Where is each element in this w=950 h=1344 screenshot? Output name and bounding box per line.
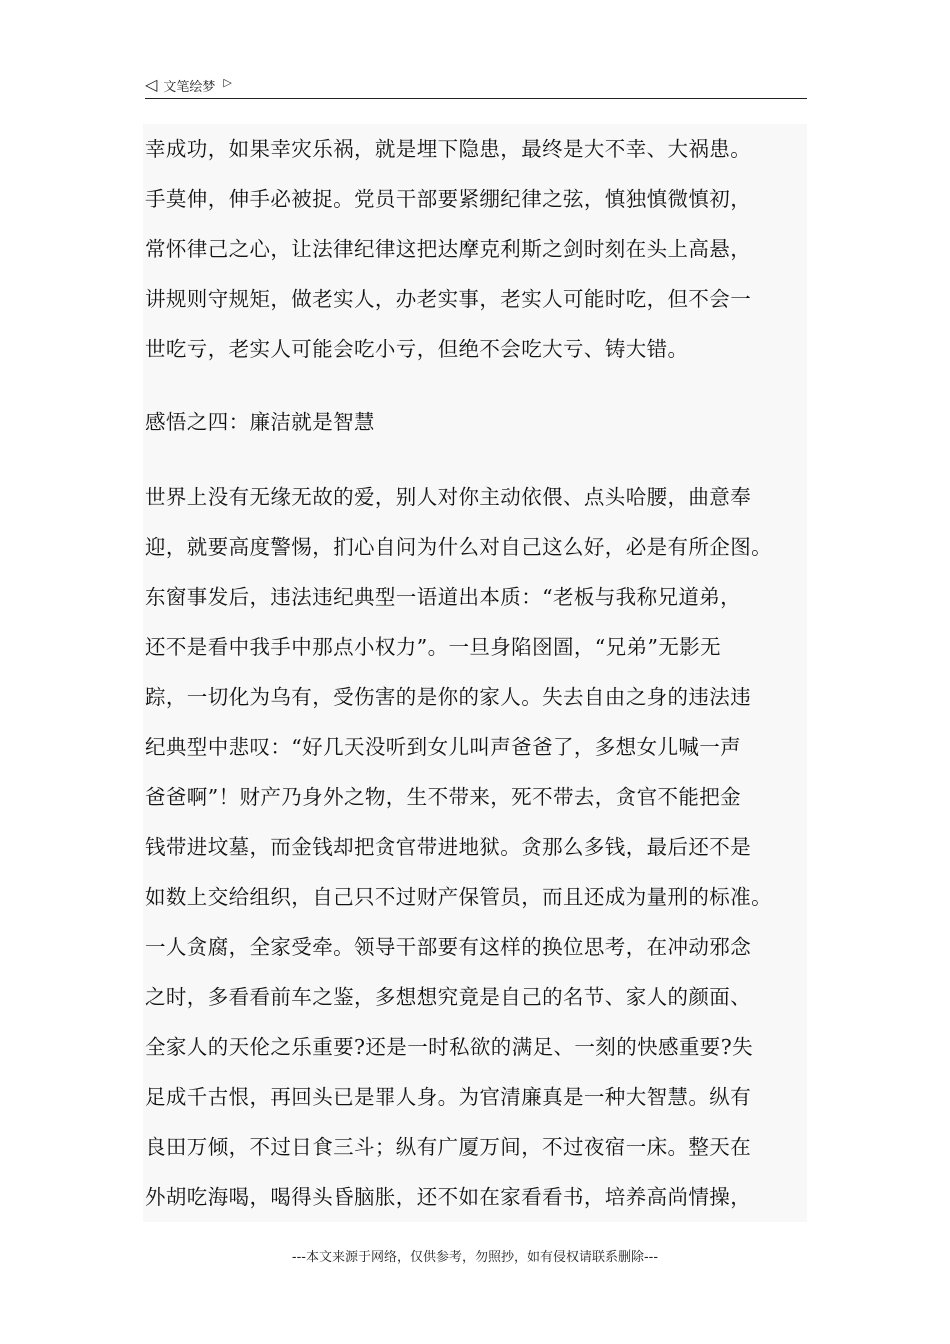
body-line: 爸爸啊”！财产乃身外之物，生不带来，死不带去，贪官不能把金 — [145, 785, 742, 809]
body-line: 踪，一切化为乌有，受伤害的是你的家人。失去自由之身的违法违 — [145, 685, 752, 709]
body-line: 幸成功，如果幸灾乐祸，就是埋下隐患，最终是大不幸、大祸患。 — [145, 137, 752, 161]
body-line: 迎，就要高度警惕，扪心自问为什么对自己这么好，必是有所企图。 — [145, 535, 772, 559]
body-line: 世吃亏，老实人可能会吃小亏，但绝不会吃大亏、铸大错。 — [145, 337, 689, 361]
right-triangle-icon: ▷ — [223, 75, 232, 89]
page-header — [145, 72, 807, 99]
body-line: 良田万倾，不过日食三斗；纵有广厦万间，不过夜宿一床。整天在 — [145, 1135, 752, 1159]
body-line: 世界上没有无缘无故的爱，别人对你主动依偎、点头哈腰，曲意奉 — [145, 485, 752, 509]
body-line: 纪典型中悲叹：“好几天没听到女儿叫声爸爸了，多想女儿喊一声 — [145, 735, 742, 759]
body-line: 钱带进坟墓，而金钱却把贪官带进地狱。贪那么多钱，最后还不是 — [145, 835, 752, 859]
body-line: 手莫伸，伸手必被捉。党员干部要紧绷纪律之弦，慎独慎微慎初， — [145, 187, 752, 211]
body-line: 东窗事发后，违法违纪典型一语道出本质：“老板与我称兄道弟， — [145, 585, 742, 609]
body-line: 讲规则守规矩，做老实人，办老实事，老实人可能时吃，但不会一 — [145, 287, 752, 311]
body-line: 还不是看中我手中那点小权力”。一旦身陷囹圄，“兄弟”无影无 — [145, 635, 722, 659]
body-line: 全家人的天伦之乐重要?还是一时私欲的满足、一刻的快感重要?失 — [145, 1035, 753, 1059]
section-heading: 感悟之四：廉洁就是智慧 — [145, 410, 375, 434]
body-line: 一人贪腐，全家受牵。领导干部要有这样的换位思考，在冲动邪念 — [145, 935, 752, 959]
left-triangle-icon: ◁ — [145, 75, 158, 94]
page-footer: ---本文来源于网络，仅供参考，勿照抄，如有侵权请联系删除--- — [291, 1250, 659, 1265]
body-line: 如数上交给组织，自己只不过财产保管员，而且还成为量刑的标准。 — [145, 885, 772, 909]
header-title: 文笔绘梦 — [163, 79, 216, 95]
body-line: 足成千古恨，再回头已是罪人身。为官清廉真是一种大智慧。纵有 — [145, 1085, 752, 1109]
body-line: 常怀律己之心，让法律纪律这把达摩克利斯之剑时刻在头上高悬， — [145, 237, 752, 261]
body-line: 外胡吃海喝，喝得头昏脑胀，还不如在家看看书，培养高尚情操， — [145, 1185, 752, 1209]
body-line: 之时，多看看前车之鉴，多想想究竟是自己的名节、家人的颜面、 — [145, 985, 752, 1009]
document-body — [143, 124, 807, 1222]
